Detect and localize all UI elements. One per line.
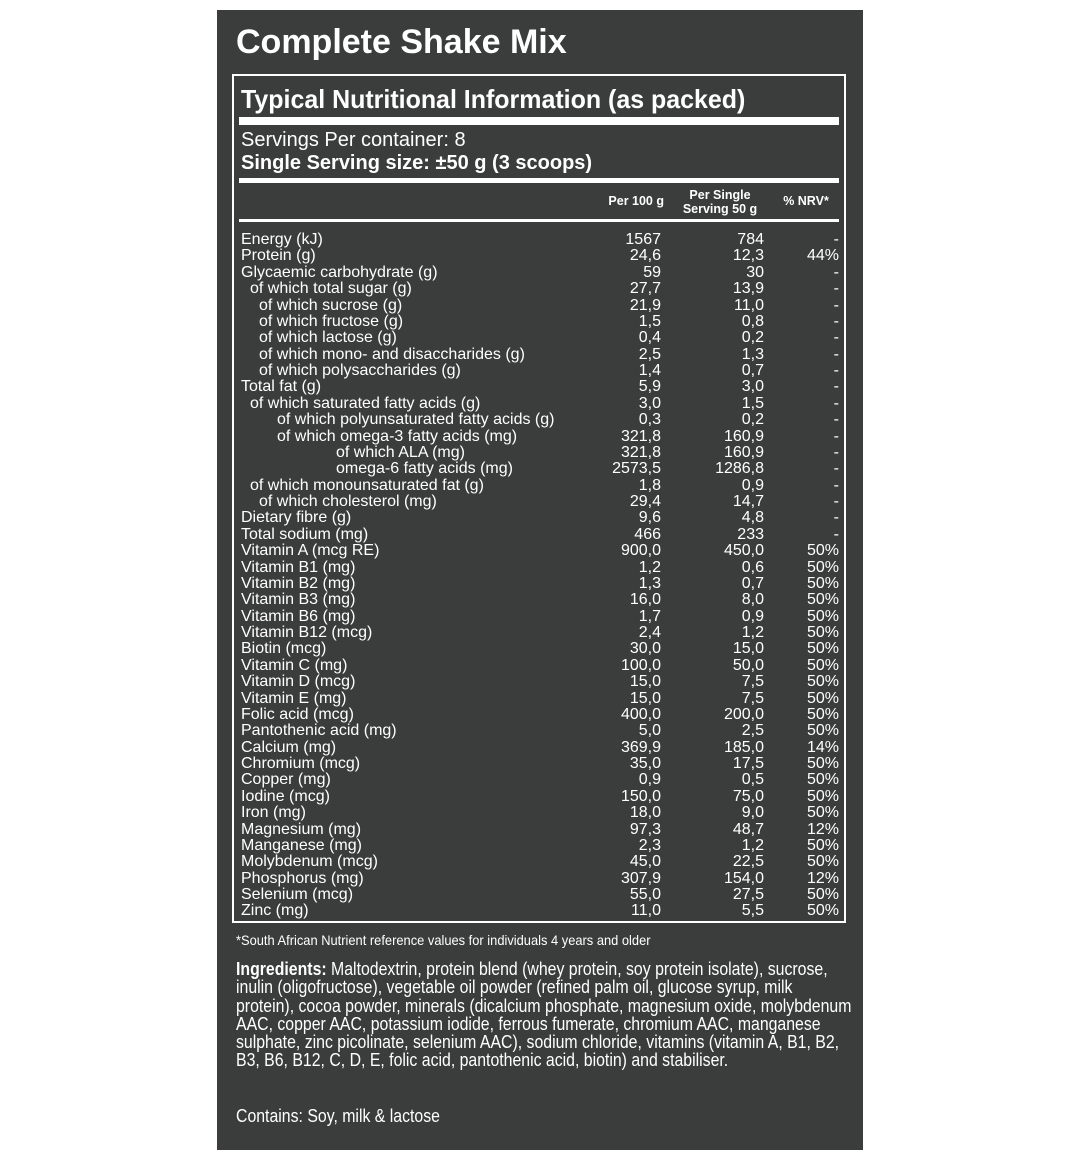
nutrient-nrv: 50%	[806, 771, 839, 789]
nutrient-per-100g: 1,2	[638, 558, 661, 576]
nutrient-per-100g: 1,3	[638, 574, 661, 592]
nutrient-row	[241, 903, 839, 919]
nutrient-per-serving: 1286,8	[715, 460, 764, 478]
nutrient-nrv: 50%	[806, 574, 839, 592]
nutrient-row	[241, 314, 839, 330]
nutrient-per-serving: 233	[737, 525, 764, 543]
nutrient-per-100g: 97,3	[629, 820, 661, 838]
nutrient-name: Protein (g)	[241, 247, 316, 265]
nutrient-nrv: 50%	[806, 755, 839, 772]
nutrient-name: Vitamin B3 (mg)	[241, 591, 356, 609]
nutrient-per-100g: 11,0	[631, 902, 661, 920]
nutrient-row	[241, 232, 839, 248]
nutrient-name: Vitamin B6 (mg)	[241, 607, 356, 625]
nutrient-per-100g: 1,8	[638, 476, 661, 494]
nutrient-name: of which saturated fatty acids (g)	[250, 394, 481, 412]
nutrient-name: of which cholesterol (mg)	[259, 493, 437, 510]
nutrient-name: Vitamin B1 (mg)	[241, 558, 356, 576]
product-title: Complete Shake Mix	[236, 23, 567, 61]
nutrient-row	[241, 822, 839, 838]
nutrient-row	[241, 772, 839, 788]
nutrient-per-100g: 2573,5	[612, 460, 661, 478]
nutrient-row	[241, 445, 839, 461]
nutrient-nrv: 50%	[806, 624, 839, 641]
nutrient-name: Calcium (mg)	[241, 738, 337, 756]
nutrient-nrv: -	[833, 231, 839, 248]
nutrition-label	[217, 10, 863, 1150]
nutrient-row	[241, 691, 839, 707]
nutrient-row	[241, 592, 839, 608]
nutrient-name: Vitamin E (mg)	[241, 689, 347, 707]
nutrient-row	[241, 265, 839, 281]
nutrient-row	[241, 723, 839, 739]
nutrient-nrv: 50%	[806, 886, 839, 903]
nutrient-row	[241, 347, 839, 363]
nutrient-nrv: -	[833, 263, 839, 281]
nutrient-name: Iodine (mcg)	[241, 787, 330, 805]
nutrition-table-box	[232, 74, 846, 923]
nutrient-name: Biotin (mcg)	[241, 640, 327, 658]
nutrient-per-100g: 27,7	[629, 280, 661, 298]
nutrient-nrv: -	[833, 312, 839, 330]
nutrient-per-serving: 48,7	[732, 820, 764, 838]
nutrient-per-serving: 200,0	[723, 705, 764, 723]
nutrient-name: Pantothenic acid (mg)	[241, 722, 397, 740]
nutrient-per-100g: 3,0	[638, 394, 661, 412]
nutrient-name: Total fat (g)	[241, 378, 322, 396]
nutrient-name: Phosphorus (mg)	[241, 869, 364, 887]
nutrient-nrv: -	[833, 427, 839, 445]
nutrient-per-100g: 1567	[625, 231, 661, 248]
nutrient-name: of which monounsaturated fat (g)	[250, 476, 484, 494]
nutrient-name: of which polyunsaturated fatty acids (g)	[277, 411, 555, 429]
nutrient-row	[241, 641, 839, 657]
nutrient-nrv: -	[833, 378, 839, 396]
nutrient-per-100g: 5,0	[638, 722, 661, 740]
nutrient-name: Selenium (mcg)	[241, 886, 354, 903]
nutrient-row	[241, 363, 839, 379]
nutrient-name: Dietary fibre (g)	[241, 509, 352, 527]
nutrient-per-100g: 16,0	[629, 591, 661, 609]
nutrient-per-serving: 1,2	[741, 836, 764, 854]
nutrient-per-100g: 0,3	[638, 411, 661, 429]
nutrient-nrv: -	[833, 411, 839, 429]
nutrient-per-serving: 17,5	[732, 755, 764, 772]
nutrient-nrv: -	[833, 329, 839, 347]
nutrient-nrv: -	[833, 362, 839, 379]
nutrient-row	[241, 281, 839, 297]
nutrient-nrv: 50%	[806, 558, 839, 576]
allergen-statement: Contains: Soy, milk & lactose	[236, 1106, 440, 1126]
nutrient-nrv: -	[833, 509, 839, 527]
nutrient-per-100g: 5,9	[638, 378, 661, 396]
nutrient-row	[241, 560, 839, 576]
nutrient-row	[241, 461, 839, 477]
header-divider	[239, 219, 839, 222]
nutrient-per-100g: 9,6	[638, 509, 661, 527]
nutrient-per-serving: 3,0	[741, 378, 764, 396]
nutrient-row	[241, 658, 839, 674]
nutrient-per-serving: 450,0	[723, 542, 764, 560]
nutrient-nrv: 50%	[806, 689, 839, 707]
nutrient-per-100g: 21,9	[629, 296, 661, 314]
nutrient-name: Vitamin B2 (mg)	[241, 574, 356, 592]
nutrient-per-100g: 0,9	[638, 771, 661, 789]
nutrient-nrv: 12%	[806, 869, 839, 887]
nutrient-nrv: 50%	[806, 591, 839, 609]
nutrient-row	[241, 429, 839, 445]
nutrient-name: of which total sugar (g)	[250, 280, 412, 298]
nutrient-name: Manganese (mg)	[241, 836, 362, 854]
nutrient-nrv: -	[833, 296, 839, 314]
nutrient-per-serving: 5,5	[741, 902, 764, 920]
nutrient-per-100g: 55,0	[629, 886, 661, 903]
nutrient-nrv: 50%	[806, 673, 839, 691]
nutrient-per-100g: 24,6	[629, 247, 661, 265]
nutrient-per-serving: 160,9	[723, 443, 764, 461]
nutrient-row	[241, 248, 839, 264]
nutrient-per-serving: 22,5	[732, 853, 764, 871]
nutrient-per-100g: 18,0	[629, 804, 661, 822]
nutrient-nrv: 50%	[806, 902, 839, 920]
nutrient-nrv: 50%	[806, 804, 839, 822]
thick-divider	[239, 117, 839, 125]
nutrient-name: of which ALA (mg)	[336, 443, 465, 461]
nutrient-per-serving: 14,7	[732, 493, 764, 510]
nutrient-name: of which polysaccharides (g)	[259, 362, 461, 379]
medium-divider	[239, 178, 839, 183]
nutrient-name: omega-6 fatty acids (mg)	[336, 460, 513, 478]
header-per-100g: Per 100 g	[608, 194, 664, 208]
nutrient-list	[241, 232, 839, 920]
nutrient-name: of which lactose (g)	[259, 329, 397, 347]
nutrient-per-serving: 0,7	[741, 574, 764, 592]
nutrient-per-serving: 0,9	[741, 476, 764, 494]
nutrient-per-serving: 0,7	[741, 362, 764, 379]
nutrient-per-serving: 0,5	[741, 771, 764, 789]
nutrient-row	[241, 887, 839, 903]
nutrient-per-100g: 1,7	[638, 607, 661, 625]
nutrient-row	[241, 756, 839, 772]
nutrient-nrv: -	[833, 443, 839, 461]
nutrient-name: Zinc (mg)	[241, 902, 309, 920]
nutrient-per-serving: 30	[746, 263, 764, 281]
nutrient-per-100g: 45,0	[629, 853, 661, 871]
nutrient-name: Vitamin A (mcg RE)	[241, 542, 380, 560]
nutrient-row	[241, 805, 839, 821]
nutrient-per-serving: 154,0	[723, 869, 764, 887]
nutrient-row	[241, 494, 839, 510]
nutrient-per-100g: 15,0	[629, 673, 661, 691]
nutrient-name: Molybdenum (mcg)	[241, 853, 378, 871]
nutrient-nrv: -	[833, 460, 839, 478]
nutrient-per-100g: 2,3	[638, 836, 661, 854]
nutrient-per-serving: 4,8	[741, 509, 764, 527]
nutrient-row	[241, 396, 839, 412]
nutrient-per-100g: 321,8	[620, 443, 661, 461]
nutrient-name: of which fructose (g)	[259, 312, 404, 330]
nutrient-nrv: -	[833, 394, 839, 412]
nutrient-name: of which sucrose (g)	[259, 296, 403, 314]
nutrient-per-serving: 50,0	[732, 656, 764, 674]
nutrient-name: Glycaemic carbohydrate (g)	[241, 263, 438, 281]
nutrient-row	[241, 740, 839, 756]
nutrient-per-100g: 466	[634, 525, 661, 543]
servings-per-container: Servings Per container: 8	[241, 129, 466, 151]
nutrient-row	[241, 871, 839, 887]
nutrient-per-serving: 1,3	[741, 345, 764, 363]
nutrient-per-100g: 2,4	[638, 624, 661, 641]
nutrient-per-serving: 75,0	[732, 787, 764, 805]
nutrient-per-100g: 307,9	[620, 869, 661, 887]
nutrient-row	[241, 412, 839, 428]
nutrient-name: of which mono- and disaccharides (g)	[259, 345, 525, 363]
serving-size: Single Serving size: ±50 g (3 scoops)	[241, 152, 593, 174]
nutrient-row	[241, 379, 839, 395]
nutrient-row	[241, 527, 839, 543]
nutrient-row	[241, 576, 839, 592]
nutrient-nrv: -	[833, 476, 839, 494]
nutrient-name: Total sodium (mg)	[241, 525, 369, 543]
nutrient-per-100g: 369,9	[620, 738, 661, 756]
nutrient-per-100g: 30,0	[629, 640, 661, 658]
nutrient-row	[241, 789, 839, 805]
nutrient-nrv: -	[833, 525, 839, 543]
nrv-footnote: *South African Nutrient reference values for individuals 4 years and older	[236, 932, 651, 948]
nutrient-row	[241, 674, 839, 690]
nutrient-name: of which omega-3 fatty acids (mg)	[277, 427, 518, 445]
nutrient-nrv: 50%	[806, 607, 839, 625]
nutrient-nrv: -	[833, 345, 839, 363]
nutrient-nrv: 50%	[806, 542, 839, 560]
nutrient-row	[241, 609, 839, 625]
nutrient-per-serving: 784	[737, 231, 764, 248]
nutrient-name: Iron (mg)	[241, 804, 306, 822]
nutrient-per-serving: 13,9	[732, 280, 764, 298]
nutrient-row	[241, 543, 839, 559]
nutrient-nrv: -	[833, 280, 839, 298]
ingredients-label: Ingredients:	[236, 959, 327, 979]
nutrient-per-100g: 321,8	[620, 427, 661, 445]
nutrient-per-serving: 9,0	[741, 804, 764, 822]
nutrient-per-serving: 0,2	[741, 329, 764, 347]
nutrient-nrv: 50%	[806, 705, 839, 723]
nutrient-per-serving: 0,6	[741, 558, 764, 576]
nutrient-per-100g: 35,0	[629, 755, 661, 772]
nutrient-row	[241, 854, 839, 870]
nutrient-nrv: -	[833, 493, 839, 510]
nutrient-per-serving: 12,3	[732, 247, 764, 265]
nutrient-per-100g: 15,0	[629, 689, 661, 707]
nutrient-per-100g: 2,5	[638, 345, 661, 363]
nutrient-name: Magnesium (mg)	[241, 820, 362, 838]
nutrient-per-serving: 7,5	[741, 689, 764, 707]
ingredients-text	[236, 960, 852, 1070]
nutrient-row	[241, 330, 839, 346]
nutrient-per-serving: 1,2	[741, 624, 764, 641]
nutrient-per-serving: 1,5	[741, 394, 764, 412]
nutrient-per-serving: 27,5	[732, 886, 764, 903]
nutrient-per-100g: 59	[643, 263, 661, 281]
nutrient-nrv: 50%	[806, 640, 839, 658]
nutrient-nrv: 50%	[806, 853, 839, 871]
nutrient-per-100g: 900,0	[620, 542, 661, 560]
nutrient-per-serving: 7,5	[741, 673, 764, 691]
header-per-serving	[674, 188, 766, 216]
nutrient-nrv: 50%	[806, 722, 839, 740]
nutrient-row	[241, 625, 839, 641]
nutrient-name: Folic acid (mcg)	[241, 705, 354, 723]
header-per-serving-line1: Per Single	[689, 188, 751, 202]
nutrient-per-serving: 2,5	[741, 722, 764, 740]
nutrient-per-serving: 185,0	[723, 738, 764, 756]
nutrient-per-100g: 150,0	[620, 787, 661, 805]
nutrient-nrv: 44%	[806, 247, 839, 265]
header-nrv: % NRV*	[783, 194, 829, 208]
nutrient-name: Chromium (mcg)	[241, 755, 361, 772]
table-title: Typical Nutritional Information (as packed)	[241, 84, 746, 114]
nutrient-row	[241, 707, 839, 723]
nutrient-per-serving: 15,0	[732, 640, 764, 658]
nutrient-per-serving: 0,9	[741, 607, 764, 625]
nutrient-row	[241, 298, 839, 314]
nutrient-per-100g: 400,0	[620, 705, 661, 723]
nutrient-name: Vitamin B12 (mcg)	[241, 624, 373, 641]
nutrient-per-100g: 1,5	[638, 312, 661, 330]
nutrient-row	[241, 838, 839, 854]
nutrient-nrv: 14%	[806, 738, 839, 756]
nutrient-per-serving: 11,0	[734, 296, 764, 314]
nutrient-per-serving: 8,0	[741, 591, 764, 609]
nutrient-per-100g: 100,0	[620, 656, 661, 674]
header-per-serving-line2: Serving 50 g	[682, 202, 758, 216]
nutrient-nrv: 12%	[806, 820, 839, 838]
nutrient-name: Vitamin D (mcg)	[241, 673, 356, 691]
nutrient-name: Energy (kJ)	[241, 231, 323, 248]
nutrient-row	[241, 478, 839, 494]
nutrient-per-serving: 0,2	[741, 411, 764, 429]
nutrient-row	[241, 510, 839, 526]
nutrient-per-100g: 1,4	[638, 362, 661, 379]
nutrient-name: Copper (mg)	[241, 771, 331, 789]
nutrient-per-100g: 29,4	[629, 493, 661, 510]
ingredients-list: Maltodextrin, protein blend (whey protein, soy protein isolate), sucrose, inulin (oligofructose), vegetable oil powder (refined palm oil, glucose syrup, milk protein), cocoa powder, minerals (dicalcium phosphate, magnesium oxide, molybdenum AAC, copper AAC, potassium iodide, ferrous fumerate, chromium AAC, manganese sulphate, zinc picolinate, selenium AAC), sodium chloride, vitamins (vitamin A, B1, B2, B3, B6, B12, C, D, E, folic acid, pantothenic acid, biotin) and stabiliser.	[236, 959, 852, 1071]
nutrient-nrv: 50%	[806, 836, 839, 854]
nutrient-per-100g: 0,4	[638, 329, 661, 347]
nutrient-per-serving: 0,8	[741, 312, 764, 330]
nutrient-name: Vitamin C (mg)	[241, 656, 348, 674]
nutrient-per-serving: 160,9	[723, 427, 764, 445]
nutrient-nrv: 50%	[806, 656, 839, 674]
nutrient-nrv: 50%	[806, 787, 839, 805]
